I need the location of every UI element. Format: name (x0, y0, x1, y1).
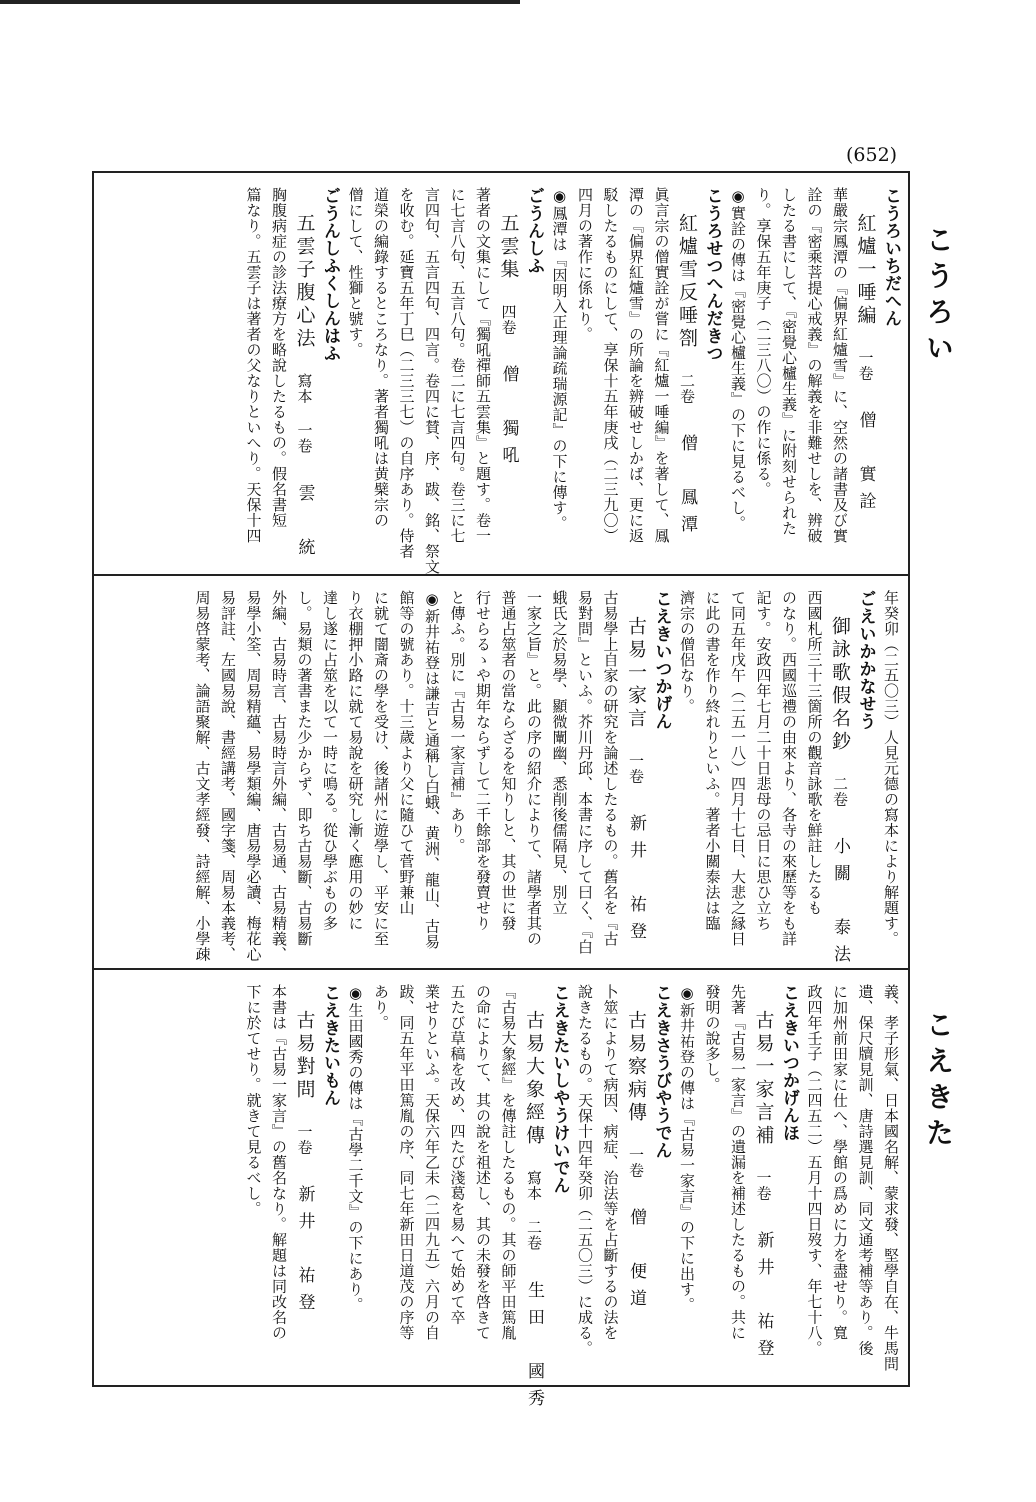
body-text-line: 一家之旨』と。此の序の紹介によりて、諸學者其の (525, 590, 543, 947)
body-text-line: て同五年戊午（二五一八）四月十七日、大悲之縁日 (729, 590, 747, 947)
body-text-line: 著者の文集にして『獨吼禪師五雲集』と題す。卷一 (474, 187, 492, 544)
body-text-line: し。易類の著書また少からず、即ち古易斷、古易斷 (295, 590, 314, 947)
entry-author: 新井 祐登 (753, 1231, 774, 1366)
entry-heading: ごえいかかなせう (855, 590, 876, 730)
entry-volume: 一卷 (856, 350, 875, 381)
body-text-line: 館等の號あり。十三歲より父に隨ひて菅野兼山 (397, 590, 416, 916)
body-text-line: の命によりて、其の說を祖述し、其の未發を啓きて (474, 984, 492, 1341)
body-text-line: 年癸卯（二五〇三）人見元德の寫本により解題す。 (882, 590, 900, 947)
body-text-line: 胸腹病症の診法療方を略說したるもの。假名書短 (270, 187, 288, 528)
entry-volume: 一卷 (295, 1124, 314, 1155)
entry-title: 五雲集 (497, 213, 520, 282)
body-text-line: 四月の著作に係れり。 (576, 187, 594, 342)
entry-title: 御詠歌假名鈔 (829, 616, 851, 754)
page-number: (652) (846, 144, 898, 166)
body-text-line: 下に於てせり。就きて見るべし。 (244, 984, 263, 1217)
entry-title-line (293, 1010, 316, 1320)
running-head-lower-right: こえきた (922, 1010, 955, 1154)
entry-author: 新井 祐登 (626, 814, 646, 949)
entry-volume: 一卷 (754, 1170, 773, 1201)
entry-title-line (525, 1010, 543, 1416)
body-text-line: 『古易大象經』を傳註したるもの。其の師平田篤胤 (499, 984, 518, 1341)
entry-title: 古易一家言補 (752, 1010, 775, 1148)
body-text-line: 五たび草稿を改め、四たび淺葛を易へて始めて卒 (448, 984, 467, 1325)
entry-author: 小關 泰法 (830, 837, 850, 972)
entry-heading: こえきたいしやうけいでん (549, 984, 570, 1194)
body-text-line: 跋、同五年平田篤胤の序、同七年新田日道茂の序等 (397, 984, 416, 1341)
entry-title-line (293, 213, 316, 565)
body-text-line: 言四句、五言四句、四言。卷四に賛、序、跋、銘、祭文 (423, 187, 441, 575)
entry-author: 雲 統 (294, 483, 315, 565)
body-text-line: 濟宗の僧侶なり。 (678, 590, 696, 714)
body-text-line: 政四年壬子（二四五二）五月十四日歿す、年七十八。 (805, 984, 824, 1356)
body-text-line: ◉新井祐登は謙吉と通稱し白蛾、黄洲、龍山、古易 (423, 590, 441, 950)
body-text-line: あり。 (372, 984, 390, 1031)
body-text-line: 駁したるものにして、享保十五年庚戌（二三九〇） (601, 187, 620, 544)
entry-heading: こうろいちだへん (881, 187, 901, 327)
body-text-line: 說きたるもの。天保十四年癸卯（二五〇三）に成る。 (576, 984, 594, 1356)
entry-title-line (627, 1010, 645, 1316)
body-text-line: 華嚴宗鳳潭の『偏界紅爐雪』に、空然の諸書及び實 (831, 187, 849, 544)
body-text-line: 外編、古易時言、古易時言外編、古易通、古易精義、 (270, 590, 288, 962)
entry-author: 生田 國秀 (524, 1280, 544, 1416)
body-text-line: 僧にして、性獅と號す。 (346, 187, 365, 358)
entry-author: 僧 實詮 (855, 411, 876, 519)
entry-author: 僧 鳳潭 (677, 434, 697, 542)
body-text-line: 普通占筮者の當ならざるを知りしと、其の世に發 (499, 590, 518, 931)
entry-heading: こえきいつかげんほ (779, 984, 799, 1142)
entry-title: 古易對問 (293, 1010, 316, 1102)
body-text-line: り。享保五年庚子（二三八〇）の作に係る。 (754, 187, 773, 497)
body-text-line: を收む。延寶五年丁巳（二三三七）の自序あり。侍者 (397, 187, 416, 559)
body-text-line: 篇なり。五雲子は著者の父なりといへり。天保十四 (244, 187, 263, 544)
body-text-line: ◉生田國秀の傳は『古學二千文』の下にあり。 (346, 984, 365, 1313)
body-text-line: 蛾氏之於易學、顯微闡幽、悉削後儒隔見、別立 (550, 590, 569, 916)
body-text-line: 詮の『密乘菩提心戒義』の解義を非難せしを、辨破 (805, 187, 824, 544)
entry-volume: 一卷 (627, 753, 645, 784)
body-text-line: 眞言宗の僧實詮が嘗に『紅爐一唾編』を著して、鳳 (652, 187, 671, 544)
entry-title-line (831, 616, 849, 972)
entry-heading: こえきたいもん (320, 984, 340, 1107)
entry-heading: こえきさうびやうでん (651, 984, 672, 1159)
body-text-line: に就て闇斎の學を受け、後諸州に遊學し、平安に至 (372, 590, 390, 947)
body-text-line: 本書は『古易一家言』の舊名なり。解題は同改名の (270, 984, 288, 1341)
entry-title-line (497, 213, 520, 473)
entry-title: 紅爐一唾編 (854, 213, 877, 328)
entry-volume: 寫本 二卷 (525, 1170, 543, 1251)
entry-title: 古易察病傳 (625, 1010, 647, 1125)
entry-title: 五雲子腹心法 (293, 213, 316, 351)
panel-lower (92, 970, 910, 1416)
entry-author: 僧 獨吼 (498, 365, 519, 473)
body-text-line: 行せらるゝや期年ならずして二千餘部を發賣せり (474, 590, 492, 931)
body-text-line: と傳ふ。別に『古易一家言補』あり。 (448, 590, 467, 854)
entry-author: 僧 便道 (626, 1208, 646, 1316)
body-text-line: ◉實詮の傳は『密覺心櫨生義』の下に見るべし。 (729, 187, 747, 531)
body-text-line: に七言八句、五言八句。卷二に七言四句。卷三に七 (448, 187, 467, 544)
body-text-line: り衣棚押小路に就て易說を研究し漸く應用の妙に (346, 590, 365, 931)
entry-author: 新井 祐登 (294, 1185, 315, 1320)
body-text-line: 易評註、左國易說、書經講考、國字箋、周易本義考、 (219, 590, 237, 962)
body-text-line: 記す。安政四年七月二十日悲母の忌日に思ひ立ち (754, 590, 773, 931)
body-text-line: 先著『古易一家言』の遺漏を補述したるもの。共に (729, 984, 747, 1341)
entry-heading: こえきいつかげん (651, 590, 672, 730)
body-text-line: ◉新井祐登の傳は『古易一家言』の下に出す。 (678, 984, 696, 1313)
entry-volume: 四卷 (499, 304, 518, 335)
entry-title: 古易大象經傳 (523, 1010, 545, 1148)
body-text-line: 周易啓蒙考、論語聚解、古文孝經發、詩經解、小學疎 (193, 590, 212, 962)
body-text-line: 達し遂に占筮を以て一時に鳴る。從ひ學ぶもの多 (321, 590, 339, 931)
body-text-line: 古易學上自家の研究を論述したるもの。舊名を『古 (601, 590, 620, 947)
body-text-line: 潭の『偏界紅爐雪』の所論を辨破せしかば、更に返 (627, 187, 645, 544)
running-head-right: こうろい (922, 225, 955, 369)
body-text-line: 發明の說多し。 (703, 984, 722, 1093)
body-text-line: のなり。西國巡禮の由來より、各寺の來歷等をも詳 (780, 590, 798, 947)
body-text-line: ◉鳳潭は『因明入正理論疏瑞源記』の下に傳す。 (550, 187, 569, 531)
body-text-line: 業せりといふ。天保六年乙未（二四九五）六月の自 (423, 984, 441, 1341)
entry-volume: 一卷 (627, 1147, 645, 1178)
body-text-line: 西國札所三十三箇所の觀音詠歌を鮮註したるも (805, 590, 824, 916)
entry-title-line (752, 1010, 775, 1366)
body-text-line: 義、孝子形氣、日本國名解、蒙求發、堅學自在、牛馬問 (882, 984, 900, 1372)
body-text-line: 道榮の編錄するところなり。著者獨吼は黄檗宗の (372, 187, 390, 528)
entry-title-line (678, 213, 696, 542)
entry-heading: ごうんしふくしんはふ (320, 187, 340, 362)
entry-volume: 二卷 (831, 776, 849, 807)
entry-title: 紅爐雪反唾劄 (676, 213, 698, 351)
body-text-line: に此の書を作り終れりといふ。著者小關泰法は臨 (703, 590, 722, 931)
body-text-line: したる書にして、『密覺心櫨生義』に附刻せられた (780, 187, 798, 536)
entry-volume: 二卷 (678, 373, 696, 404)
panel-middle (92, 576, 910, 972)
body-text-line: 易對問』といふ。芥川丹邱、本書に序して曰く、『白 (576, 590, 594, 955)
entry-title-line (627, 616, 645, 949)
panel-upper (92, 173, 910, 575)
entry-title-line (854, 213, 877, 519)
entry-heading: ごうんしふ (524, 187, 544, 275)
body-text-line: 易學小筌、周易精蘊、易學類編、唐易學必讀、梅花心 (244, 590, 263, 962)
entry-title: 古易一家言 (625, 616, 647, 731)
entry-volume: 寫本 一卷 (295, 373, 314, 454)
body-text-line: 遺、保尺牘見訓、唐詩選見訓、同文通考補等あり。後 (856, 984, 875, 1356)
entry-heading: こうろせつへんだきつ (702, 187, 723, 362)
body-text-line: に加州前田家に仕へ、學館の爲めに力を盡せり。寬 (831, 984, 849, 1341)
body-text-line: 卜筮によりて病因、病症、治法等を占斷するの法を (601, 984, 620, 1341)
top-rule (0, 0, 520, 4)
